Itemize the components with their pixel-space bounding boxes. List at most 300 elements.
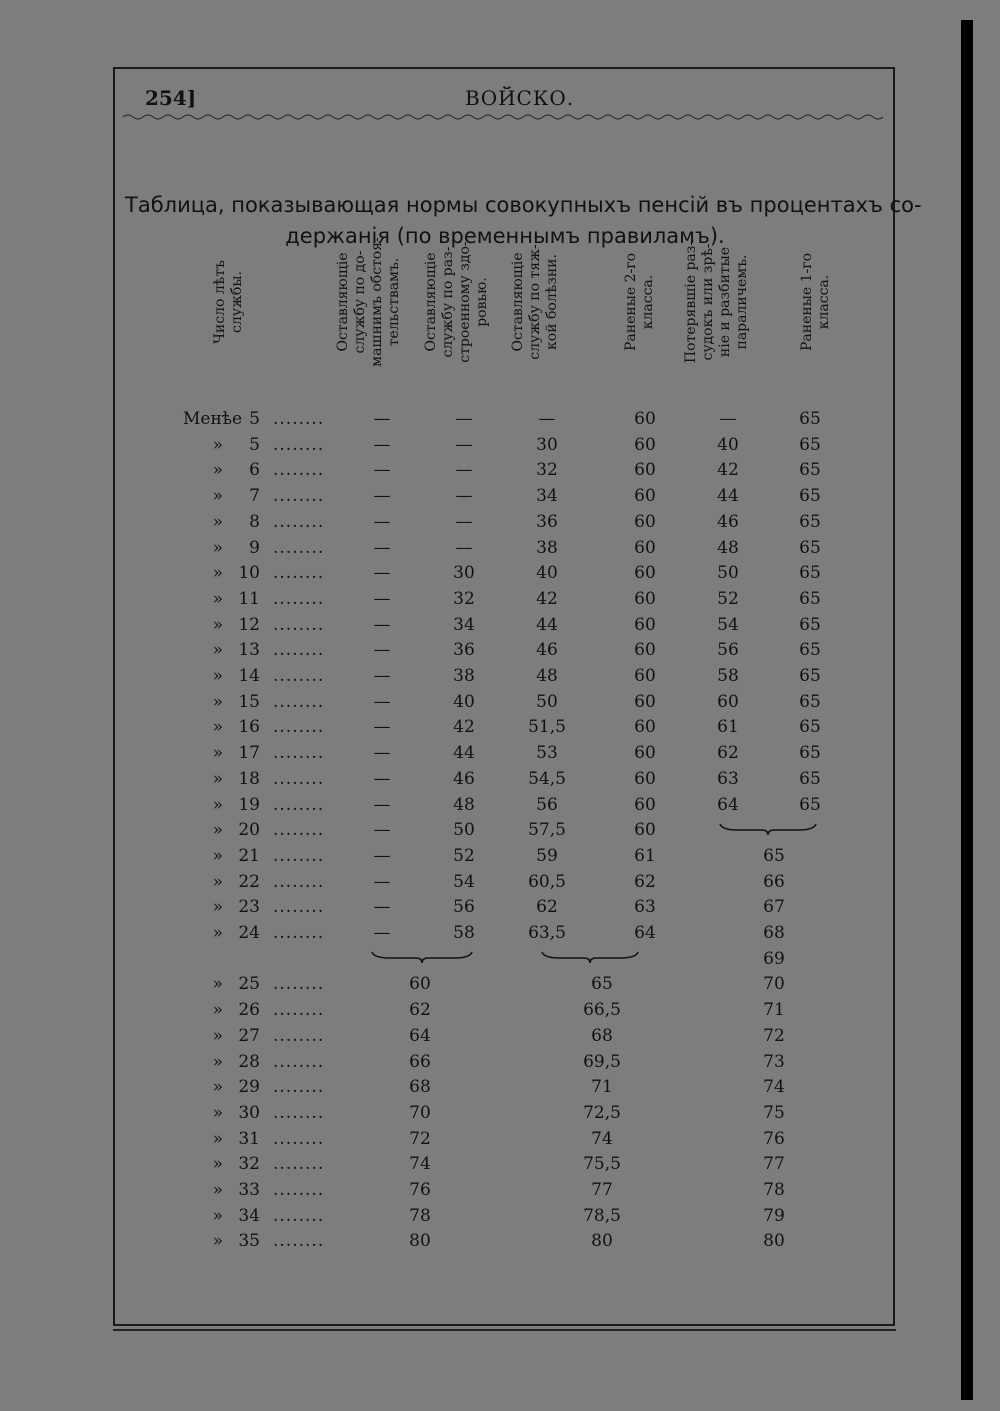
row-prefix: » <box>212 434 223 455</box>
years-of-service: 35 <box>238 1231 260 1252</box>
cell-c6: 65 <box>799 640 821 661</box>
column-header-line: параличемъ. <box>733 254 750 350</box>
cell-c3: 51,5 <box>528 717 566 738</box>
leader-dots: ........ <box>273 409 325 429</box>
leader-dots: ........ <box>273 1077 325 1098</box>
cell-c3: 44 <box>536 614 558 635</box>
table-row <box>0 795 1000 821</box>
cell-c2: 58 <box>453 923 475 943</box>
cell-c2: 48 <box>453 794 475 815</box>
column-header-line: Оставляющіе <box>509 252 526 352</box>
cell-a: 78 <box>409 1205 431 1226</box>
cell-c1: — <box>373 691 391 712</box>
cell-a: 68 <box>409 1077 431 1098</box>
cell-c6: 65 <box>799 743 821 764</box>
years-of-service: 23 <box>238 897 260 918</box>
table-row <box>0 1206 1000 1232</box>
cell-a: 80 <box>409 1231 431 1252</box>
cell-c3: 60,5 <box>528 871 566 892</box>
cell-c6: 65 <box>799 537 821 558</box>
cell-b: 71 <box>591 1077 613 1098</box>
years-of-service: 5 <box>249 409 260 429</box>
column-header-years <box>212 202 246 402</box>
years-of-service: 10 <box>238 563 260 584</box>
leader-dots: ........ <box>273 717 325 738</box>
years-of-service: 30 <box>238 1102 260 1123</box>
cell-c3: 30 <box>536 434 558 455</box>
cell-c: 70 <box>763 974 785 995</box>
table-row <box>0 820 1000 846</box>
row-prefix: Менѣе <box>183 409 243 429</box>
cell-a: 62 <box>409 1000 431 1021</box>
table-row <box>0 1000 1000 1026</box>
row-prefix: » <box>212 640 223 661</box>
cell-c3: 57,5 <box>528 820 566 841</box>
row-prefix: » <box>212 845 223 866</box>
row-prefix: » <box>212 897 223 918</box>
column-header-line: Оставляющіе <box>422 252 439 352</box>
row-prefix: » <box>212 1051 223 1072</box>
row-prefix: » <box>212 460 223 481</box>
leader-dots: ........ <box>273 1205 325 1226</box>
row-prefix: » <box>212 486 223 507</box>
brace-cols-1-2 <box>370 950 474 964</box>
cell-c56: 68 <box>763 923 785 943</box>
row-prefix: » <box>212 1128 223 1149</box>
leader-dots: ........ <box>273 666 325 686</box>
cell-c5: 40 <box>717 434 739 455</box>
column-header-line: ніе и разбитые <box>716 246 733 358</box>
brace-cols-5-6 <box>718 822 818 836</box>
cell-c: 79 <box>763 1205 785 1226</box>
cell-c4: 60 <box>634 614 656 635</box>
cell-c2: 56 <box>453 897 475 918</box>
leader-dots: ........ <box>273 1102 325 1123</box>
cell-c1: — <box>373 563 391 584</box>
column-header-health <box>422 202 490 402</box>
cell-c2: 34 <box>453 614 475 635</box>
cell-c1: — <box>373 666 391 686</box>
years-of-service: 19 <box>238 794 260 815</box>
cell-c5: 56 <box>717 640 739 661</box>
cell-c4: 60 <box>634 460 656 481</box>
cell-c5: 54 <box>717 614 739 635</box>
cell-c6: 65 <box>799 666 821 686</box>
cell-c: 76 <box>763 1128 785 1149</box>
cell-c2: 50 <box>453 820 475 841</box>
cell-c2: 30 <box>453 563 475 584</box>
row-prefix: » <box>212 1077 223 1098</box>
column-header-domestic <box>334 202 402 402</box>
cell-c4: 60 <box>634 588 656 609</box>
cell-a: 70 <box>409 1102 431 1123</box>
cell-c5: 52 <box>717 588 739 609</box>
cell-c2: — <box>455 460 473 481</box>
years-of-service: 8 <box>249 511 260 532</box>
table-row <box>0 563 1000 589</box>
column-header-illness <box>509 202 560 402</box>
leader-dots: ........ <box>273 1051 325 1072</box>
cell-c3: 48 <box>536 666 558 686</box>
cell-c4: 63 <box>634 897 656 918</box>
years-of-service: 24 <box>238 923 260 943</box>
row-prefix: » <box>212 614 223 635</box>
column-header-wounded2 <box>623 202 657 402</box>
cell-c6: 65 <box>799 691 821 712</box>
table-row <box>0 435 1000 461</box>
column-header-line: службы. <box>229 271 245 333</box>
leader-dots: ........ <box>273 1180 325 1200</box>
row-prefix: » <box>212 717 223 738</box>
cell-c2: 38 <box>453 666 475 686</box>
cell-c1: — <box>373 923 391 943</box>
cell-c6: 65 <box>799 794 821 815</box>
page-number: 254] <box>145 86 197 110</box>
table-row <box>0 538 1000 564</box>
years-of-service: 9 <box>249 537 260 558</box>
column-header-line: машнимъ обстоя- <box>368 237 385 367</box>
cell-c2: — <box>455 409 473 429</box>
row-prefix: » <box>212 820 223 841</box>
row-prefix: » <box>212 794 223 815</box>
cell-c1: — <box>373 820 391 841</box>
cell-c4: 60 <box>634 511 656 532</box>
leader-dots: ........ <box>273 845 325 866</box>
column-header-line: строенному здо- <box>456 241 473 363</box>
row-prefix: » <box>212 1000 223 1021</box>
cell-a: 74 <box>409 1154 431 1175</box>
leader-dots: ........ <box>273 974 325 995</box>
row-prefix: » <box>212 743 223 764</box>
leader-dots: ........ <box>273 511 325 532</box>
row-prefix: » <box>212 666 223 686</box>
cell-c2: 42 <box>453 717 475 738</box>
row-prefix: » <box>212 691 223 712</box>
cell-c4: 60 <box>634 486 656 507</box>
cell-c6: 65 <box>799 460 821 481</box>
cell-c4: 60 <box>634 666 656 686</box>
cell-c4: 60 <box>634 820 656 841</box>
row-prefix: » <box>212 511 223 532</box>
cell-c1: — <box>373 588 391 609</box>
years-of-service: 34 <box>238 1205 260 1226</box>
table-row <box>0 1231 1000 1257</box>
row-prefix: » <box>212 588 223 609</box>
cell-c4: 60 <box>634 640 656 661</box>
cell-c1: — <box>373 409 391 429</box>
cell-c2: — <box>455 537 473 558</box>
table-row <box>0 409 1000 435</box>
column-header-line: службу по до- <box>351 250 368 354</box>
cell-b: 75,5 <box>583 1154 621 1175</box>
leader-dots: ........ <box>273 614 325 635</box>
cell-c2: 54 <box>453 871 475 892</box>
cell-c5: 60 <box>717 691 739 712</box>
years-of-service: 32 <box>238 1154 260 1175</box>
years-of-service: 11 <box>238 588 260 609</box>
years-of-service: 25 <box>238 974 260 995</box>
row-prefix: » <box>212 1180 223 1200</box>
cell-c6: 65 <box>799 486 821 507</box>
cell-c5: 64 <box>717 794 739 815</box>
cell-c4: 60 <box>634 537 656 558</box>
cell-c6: 65 <box>799 717 821 738</box>
table-row <box>0 486 1000 512</box>
cell-c6: 65 <box>799 614 821 635</box>
table-row <box>0 872 1000 898</box>
cell-c: 75 <box>763 1102 785 1123</box>
column-header-line: ровью. <box>473 277 490 327</box>
cell-c4: 60 <box>634 434 656 455</box>
cell-c3: 54,5 <box>528 768 566 789</box>
years-of-service: 17 <box>238 743 260 764</box>
years-of-service: 31 <box>238 1128 260 1149</box>
cell-c2: 44 <box>453 743 475 764</box>
cell-c: 78 <box>763 1180 785 1200</box>
cell-c4: 60 <box>634 743 656 764</box>
table-row <box>0 615 1000 641</box>
leader-dots: ........ <box>273 1128 325 1149</box>
cell-c: 72 <box>763 1025 785 1046</box>
leader-dots: ........ <box>273 563 325 584</box>
cell-b: 78,5 <box>583 1205 621 1226</box>
cell-c1: — <box>373 897 391 918</box>
cell-c6: 65 <box>799 588 821 609</box>
column-header-line: службу по тяж- <box>526 244 543 360</box>
cell-c4: 60 <box>634 794 656 815</box>
table-row <box>0 1180 1000 1206</box>
table-row <box>0 1052 1000 1078</box>
cell-c3: — <box>538 409 556 429</box>
cell-c4: 64 <box>634 923 656 943</box>
cell-c1: — <box>373 460 391 481</box>
row-prefix: » <box>212 871 223 892</box>
row-prefix: » <box>212 1154 223 1175</box>
leader-dots: ........ <box>273 923 325 943</box>
cell-b: 66,5 <box>583 1000 621 1021</box>
cell-c3: 40 <box>536 563 558 584</box>
cell-c: 73 <box>763 1051 785 1072</box>
years-of-service: 22 <box>238 871 260 892</box>
column-header-line: службу по раз- <box>439 246 456 358</box>
row-prefix: » <box>212 974 223 995</box>
cell-c56: 67 <box>763 897 785 918</box>
column-header-line: Потерявшіе раз- <box>682 240 699 364</box>
years-of-service: 26 <box>238 1000 260 1021</box>
cell-c1: — <box>373 537 391 558</box>
cell-a: 64 <box>409 1025 431 1046</box>
cell-a: 76 <box>409 1180 431 1200</box>
cell-c5: 42 <box>717 460 739 481</box>
cell-c1: — <box>373 768 391 789</box>
column-header-line: класса. <box>816 274 832 330</box>
table-row <box>0 897 1000 923</box>
years-of-service: 5 <box>249 434 260 455</box>
row-prefix: » <box>212 1025 223 1046</box>
leader-dots: ........ <box>273 794 325 815</box>
cell-c4: 60 <box>634 691 656 712</box>
cell-a: 66 <box>409 1051 431 1072</box>
table-row <box>0 743 1000 769</box>
cell-b: 80 <box>591 1231 613 1252</box>
cell-c2: 52 <box>453 845 475 866</box>
table-row <box>0 846 1000 872</box>
cell-c1: — <box>373 845 391 866</box>
cell-c56: 66 <box>763 871 785 892</box>
cell-c3: 36 <box>536 511 558 532</box>
cell-c2: 36 <box>453 640 475 661</box>
cell-c4: 61 <box>634 845 656 866</box>
cell-c2: 46 <box>453 768 475 789</box>
row-prefix: » <box>212 1102 223 1123</box>
cell-c2: — <box>455 511 473 532</box>
brace-cols-3-4 <box>540 950 640 964</box>
years-of-service: 18 <box>238 768 260 789</box>
leader-dots: ........ <box>273 1025 325 1046</box>
years-of-service: 21 <box>238 845 260 866</box>
header-wavy-rule <box>123 112 883 122</box>
cell-c4: 60 <box>634 717 656 738</box>
row-prefix: » <box>212 923 223 943</box>
column-header-line: класса. <box>640 274 656 330</box>
column-header-line: Раненые 2-го <box>623 253 639 351</box>
table-row <box>0 1154 1000 1180</box>
cell-c5: 48 <box>717 537 739 558</box>
cell-b: 65 <box>591 974 613 995</box>
years-of-service: 20 <box>238 820 260 841</box>
cell-c3: 42 <box>536 588 558 609</box>
cell-c6: 65 <box>799 434 821 455</box>
years-of-service: 6 <box>249 460 260 481</box>
table-row <box>0 1026 1000 1052</box>
cell-c1: — <box>373 614 391 635</box>
years-of-service: 28 <box>238 1051 260 1072</box>
row-prefix: » <box>212 563 223 584</box>
cell-c2: 32 <box>453 588 475 609</box>
column-header-line: Число лѣтъ <box>212 260 228 344</box>
cell-c3: 56 <box>536 794 558 815</box>
cell-c5: 44 <box>717 486 739 507</box>
years-of-service: 33 <box>238 1180 260 1200</box>
cell-c5: 61 <box>717 717 739 738</box>
table-row <box>0 460 1000 486</box>
cell-c1: — <box>373 871 391 892</box>
leader-dots: ........ <box>273 1154 325 1175</box>
leader-dots: ........ <box>273 537 325 558</box>
leader-dots: ........ <box>273 871 325 892</box>
cell-c5: 46 <box>717 511 739 532</box>
table-row <box>0 666 1000 692</box>
leader-dots: ........ <box>273 768 325 789</box>
row-prefix: » <box>212 768 223 789</box>
cell-c4: 60 <box>634 768 656 789</box>
cell-c6: 65 <box>799 409 821 429</box>
row-prefix: » <box>212 1205 223 1226</box>
cell-c3: 59 <box>536 845 558 866</box>
cell-c1: — <box>373 511 391 532</box>
leader-dots: ........ <box>273 691 325 712</box>
cell-c: 80 <box>763 1231 785 1252</box>
cell-c1: — <box>373 794 391 815</box>
years-of-service: 27 <box>238 1025 260 1046</box>
cell-c: 77 <box>763 1154 785 1175</box>
leader-dots: ........ <box>273 1000 325 1021</box>
cell-c4: 60 <box>634 563 656 584</box>
cell-c56: 65 <box>763 845 785 866</box>
cell-c4: 60 <box>634 409 656 429</box>
leader-dots: ........ <box>273 588 325 609</box>
leader-dots: ........ <box>273 434 325 455</box>
cell-c5: 62 <box>717 743 739 764</box>
cell-c6: 65 <box>799 563 821 584</box>
leader-dots: ........ <box>273 897 325 918</box>
cell-c1: — <box>373 434 391 455</box>
row-prefix: » <box>212 537 223 558</box>
years-of-service: 7 <box>249 486 260 507</box>
column-header-line: судокъ или зрѣ- <box>699 243 716 361</box>
table-row <box>0 717 1000 743</box>
bottom-rule <box>113 1329 896 1331</box>
cell-c3: 38 <box>536 537 558 558</box>
table-row <box>0 512 1000 538</box>
table-row <box>0 923 1000 949</box>
cell-a: 72 <box>409 1128 431 1149</box>
column-header-line: Раненые 1-го <box>799 253 815 351</box>
years-of-service: 13 <box>238 640 260 661</box>
cell-b: 77 <box>591 1180 613 1200</box>
cell-c6: 65 <box>799 768 821 789</box>
cell-c4: 62 <box>634 871 656 892</box>
column-header-insane <box>682 202 750 402</box>
cell-b: 74 <box>591 1128 613 1149</box>
cell-c3: 32 <box>536 460 558 481</box>
cell-c5: 58 <box>717 666 739 686</box>
column-header-line: кой болѣзни. <box>543 254 560 350</box>
table-title-line-1: Таблица, показывающая нормы совокупныхъ пенсій въ процентахъ со- <box>125 193 922 217</box>
leader-dots: ........ <box>273 743 325 764</box>
table-row <box>0 769 1000 795</box>
cell-c2: 40 <box>453 691 475 712</box>
cell-c1: — <box>373 743 391 764</box>
leader-dots: ........ <box>273 460 325 481</box>
table-row <box>0 692 1000 718</box>
table-row <box>0 589 1000 615</box>
cell-c5: 50 <box>717 563 739 584</box>
leader-dots: ........ <box>273 640 325 661</box>
cell-b: 72,5 <box>583 1102 621 1123</box>
cell-c56: 69 <box>763 948 785 969</box>
table-row <box>0 640 1000 666</box>
cell-c3: 63,5 <box>528 923 566 943</box>
cell-c3: 34 <box>536 486 558 507</box>
column-header-wounded1 <box>799 202 833 402</box>
years-of-service: 16 <box>238 717 260 738</box>
row-prefix: » <box>212 1231 223 1252</box>
cell-c1: — <box>373 486 391 507</box>
leader-dots: ........ <box>273 486 325 507</box>
cell-c2: — <box>455 434 473 455</box>
cell-c: 74 <box>763 1077 785 1098</box>
cell-c5: — <box>719 409 737 429</box>
cell-c5: 63 <box>717 768 739 789</box>
cell-c1: — <box>373 640 391 661</box>
cell-c3: 62 <box>536 897 558 918</box>
cell-c: 71 <box>763 1000 785 1021</box>
column-header-line: тельствамъ. <box>385 257 402 347</box>
years-of-service: 12 <box>238 614 260 635</box>
cell-b: 68 <box>591 1025 613 1046</box>
cell-c2: — <box>455 486 473 507</box>
